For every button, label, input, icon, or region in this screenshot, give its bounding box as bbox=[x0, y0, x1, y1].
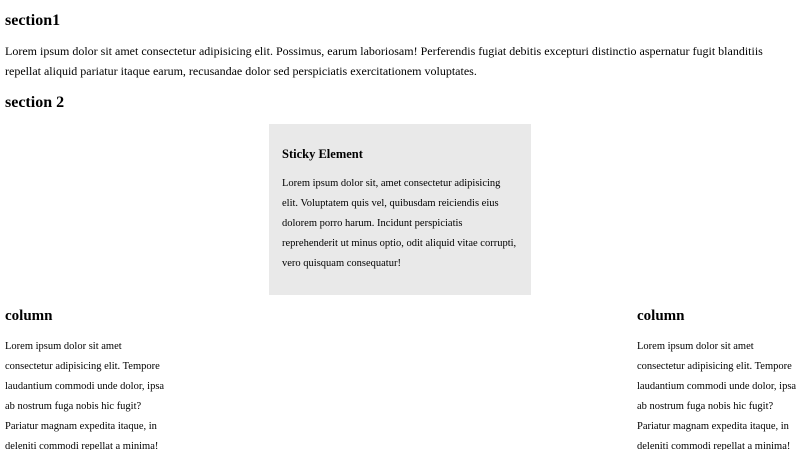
column-right-text: Lorem ipsum dolor sit amet consectetur adipisicing elit. Tempore laudantium commodi unde dolor, ipsa ab nostrum fuga nobis hic fugit? Pariatur magnam expedita itaque, in deleniti commodi repellat a minima! bbox=[637, 341, 797, 450]
column-right bbox=[637, 306, 797, 450]
section1-paragraph: Lorem ipsum dolor sit amet consectetur adipisicing elit. Possimus, earum laboriosam! Perferendis fugiat debitis excepturi distinctio aspernatur fugit blanditiis repellat aliquid pariatur itaque earum, recusandae dolor sed perspiciatis exercitationem voluptates. bbox=[5, 44, 763, 78]
section2-heading: section 2 bbox=[5, 94, 65, 111]
sticky-element-title: Sticky Element bbox=[282, 147, 363, 161]
sticky-element bbox=[269, 124, 531, 295]
section1-heading: section1 bbox=[5, 12, 61, 29]
column-left-text: Lorem ipsum dolor sit amet consectetur adipisicing elit. Tempore laudantium commodi unde dolor, ipsa ab nostrum fuga nobis hic fugit? Pariatur magnam expedita itaque, in deleniti commodi repellat a minima! bbox=[5, 341, 165, 450]
column-right-heading: column bbox=[637, 308, 685, 324]
column-left-heading: column bbox=[5, 308, 53, 324]
column-left bbox=[5, 306, 165, 450]
sticky-element-text: Lorem ipsum dolor sit, amet consectetur adipisicing elit. Voluptatem quis vel, quibusdam reiciendis eius dolorem porro harum. Incidunt perspiciatis reprehenderit ut minus optio, odit aliquid vitae corrupti, vero quisquam consequatur! bbox=[282, 178, 517, 269]
